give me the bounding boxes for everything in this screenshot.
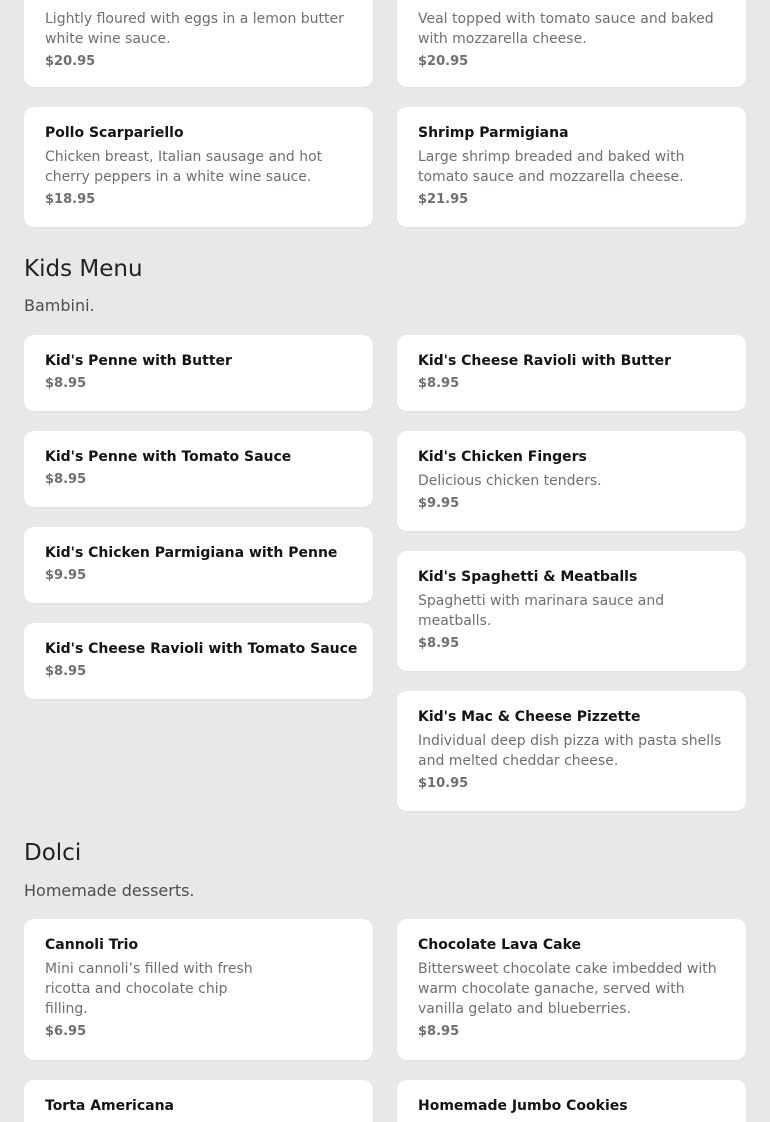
item-name: Chocolate Lava Cake bbox=[418, 937, 582, 953]
item-name: Kid's Chicken Parmigiana with Penne bbox=[45, 545, 338, 561]
item-name: Kid's Chicken Fingers bbox=[418, 449, 587, 465]
item-description: Large shrimp breaded and baked with tomato sauce and mozzarella cheese. bbox=[418, 149, 685, 185]
item-name: Kid's Cheese Ravioli with Tomato Sauce bbox=[45, 641, 358, 657]
item-description: Veal topped with tomato sauce and baked with mozzarella cheese. bbox=[418, 11, 714, 47]
menu-item-card[interactable] bbox=[24, 623, 373, 699]
menu-item-card[interactable] bbox=[24, 1080, 373, 1122]
section-subtitle: Homemade desserts. bbox=[24, 881, 195, 900]
item-name: Kid's Cheese Ravioli with Butter bbox=[418, 353, 672, 369]
item-description: Lightly floured with eggs in a lemon butter white wine sauce. bbox=[45, 11, 344, 47]
menu-item-card[interactable] bbox=[397, 107, 746, 227]
section-title: Kids Menu bbox=[24, 256, 143, 282]
item-name: Cannoli Trio bbox=[45, 937, 139, 953]
menu-item-card[interactable] bbox=[397, 1080, 746, 1122]
item-price: $9.95 bbox=[418, 496, 460, 511]
item-description: Chicken breast, Italian sausage and hot cherry peppers in a white wine sauce. bbox=[45, 149, 323, 185]
item-price: $10.95 bbox=[418, 776, 469, 791]
menu-item-card[interactable] bbox=[397, 551, 746, 671]
menu-item-card[interactable] bbox=[24, 431, 373, 507]
item-price: $20.95 bbox=[418, 54, 469, 69]
item-price: $8.95 bbox=[45, 472, 87, 487]
item-name: Kid's Spaghetti & Meatballs bbox=[418, 569, 638, 585]
item-name: Kid's Penne with Butter bbox=[45, 353, 232, 369]
item-name: Homemade Jumbo Cookies bbox=[418, 1098, 628, 1114]
item-price: $20.95 bbox=[45, 54, 96, 69]
item-name: Kid's Penne with Tomato Sauce bbox=[45, 449, 292, 465]
menu-item-card[interactable] bbox=[24, 107, 373, 227]
menu-item-card[interactable] bbox=[24, 335, 373, 411]
section-subtitle: Bambini. bbox=[24, 296, 95, 315]
menu-item-card[interactable] bbox=[24, 919, 373, 1060]
item-price: $21.95 bbox=[418, 192, 469, 207]
menu-item-card[interactable] bbox=[397, 335, 746, 411]
item-price: $8.95 bbox=[418, 636, 460, 651]
item-name: Kid's Mac & Cheese Pizzette bbox=[418, 709, 641, 725]
menu-item-card[interactable] bbox=[24, 527, 373, 603]
item-name: Shrimp Parmigiana bbox=[418, 125, 569, 141]
item-price: $8.95 bbox=[45, 376, 87, 391]
item-name: Pollo Scarpariello bbox=[45, 125, 184, 141]
item-price: $18.95 bbox=[45, 192, 96, 207]
menu-item-card[interactable] bbox=[397, 691, 746, 811]
item-description: Spaghetti with marinara sauce and meatballs. bbox=[418, 593, 665, 629]
item-price: $8.95 bbox=[418, 376, 460, 391]
item-description: Delicious chicken tenders. bbox=[418, 473, 602, 489]
item-description: Individual deep dish pizza with pasta shells and melted cheddar cheese. bbox=[418, 733, 722, 769]
menu-item-card[interactable] bbox=[397, 431, 746, 531]
item-description: Mini cannoli’s filled with fresh ricotta and chocolate chip filling. bbox=[45, 961, 253, 1017]
section-title: Dolci bbox=[24, 840, 82, 866]
menu-item-card[interactable] bbox=[397, 919, 746, 1060]
menu-item-card[interactable] bbox=[24, 0, 373, 87]
item-price: $9.95 bbox=[45, 568, 87, 583]
item-price: $8.95 bbox=[418, 1024, 460, 1039]
menu-item-card[interactable] bbox=[397, 0, 746, 87]
item-name: Torta Americana bbox=[45, 1098, 175, 1114]
item-description: Bittersweet chocolate cake imbedded with warm chocolate ganache, served with vanilla gelato and blueberries. bbox=[418, 961, 717, 1017]
item-price: $8.95 bbox=[45, 664, 87, 679]
item-price: $6.95 bbox=[45, 1024, 87, 1039]
